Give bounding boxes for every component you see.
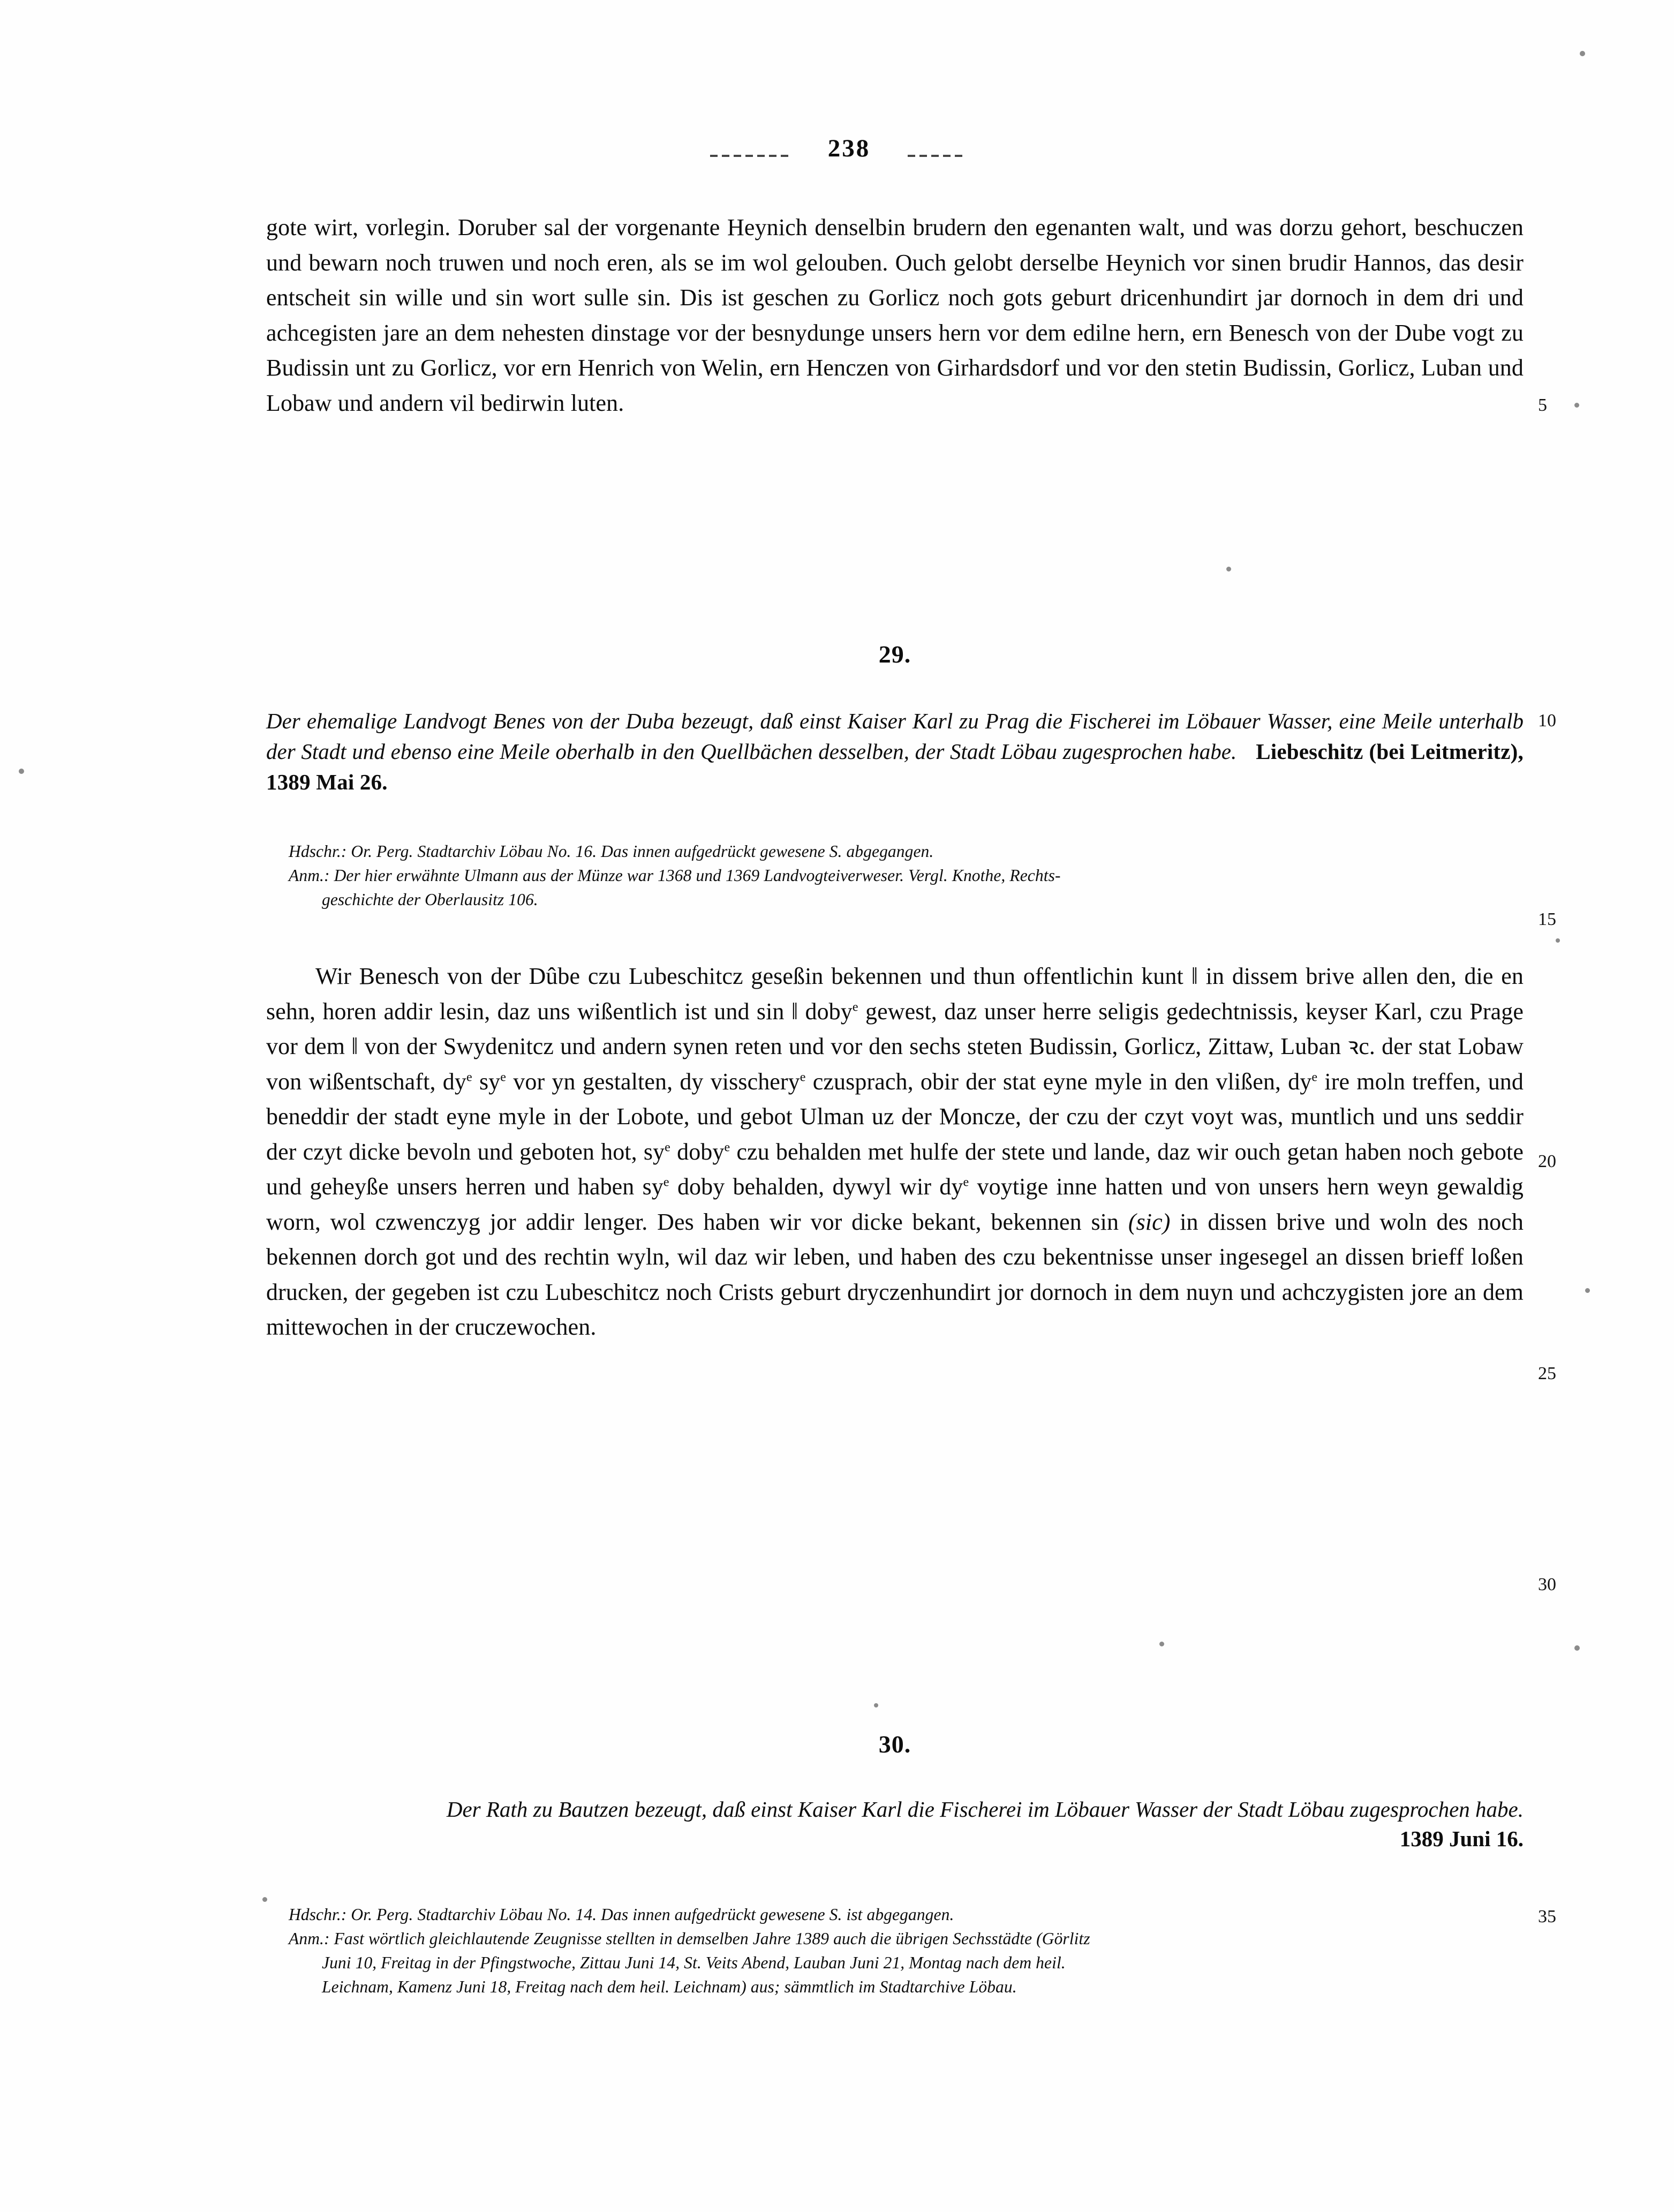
scan-speck xyxy=(1574,1645,1580,1651)
superscript-e: e xyxy=(663,1175,669,1190)
header-rule-right xyxy=(908,155,964,157)
charter-seg-6: sy xyxy=(472,1068,501,1095)
charter-seg-9: ire moln treffen, und beneddir der stadt eyne myle in der Lobote, und gebot Ulman uz der Moncze, der czu der czyt voyt was, muntlich und uns seddir der czyt dicke bevoln und geboten hot, sy xyxy=(266,1068,1524,1165)
regest-30: Der Rath zu Bautzen bezeugt, daß einst Kaiser Karl die Fischerei im Löbauer Wasser der Stadt Löbau zugesprochen habe. xyxy=(446,1797,1524,1822)
section-number-30: 30. xyxy=(878,1731,911,1758)
charter-seg-5: von der Swydenitcz und andern synen reten und vor den sechs steten Budissin, Gorlicz, Zittaw, Luban ꝛc. der stat Lobaw von wißentschaft, dy xyxy=(266,1033,1524,1095)
section-30-number-block xyxy=(266,1730,1524,1758)
sic-marker: (sic) xyxy=(1128,1208,1171,1235)
line-number-10: 10 xyxy=(1538,711,1556,731)
charter-seg-11: czu behalden met hulfe der stete und lande, daz wir ouch getan haben noch gebote und geheyße unsers herren und haben sy xyxy=(266,1138,1524,1200)
apparatus-30-anm-line3-text: Leichnam, Kamenz Juni 18, Freitag nach dem heil. Leichnam) aus; sämmtlich im Stadtarchive Löbau. xyxy=(322,1977,1017,1996)
apparatus-30-anm-line2 xyxy=(266,1951,1524,1975)
scan-speck xyxy=(19,769,24,774)
scan-speck xyxy=(1585,1288,1590,1293)
page-number: 238 xyxy=(827,134,871,162)
scan-speck xyxy=(1556,938,1560,943)
charter-seg-12: doby behalden, dywyl wir dy xyxy=(669,1173,963,1200)
dateline-30: 1389 Juni 16. xyxy=(1399,1826,1524,1851)
section-30-regest-block xyxy=(266,1794,1524,1852)
line-number-25: 25 xyxy=(1538,1364,1556,1383)
regest-29 xyxy=(266,706,1524,797)
paragraph-continuation: gote wirt, vorlegin. Doruber sal der vorgenante Heynich denselbin brudern den egenanten walt, und was dorzu gehort, beschuczen und bewarn noch truwen und noch eren, als se im wol gelouben. Ouch gelobt derselbe Heynich vor sinen brudir Hannos, das desir entscheit sin wille und sin wort sulle sin. Dis ist geschen zu Gorlicz noch gots geburt dricenhundirt jar dornoch in dem dri und achcegisten jare an dem nehesten dinstage vor der besnydunge unsers hern vor dem edilne hern, ern Benesch von der Dube vogt zu Budissin unt zu Gorlicz, vor ern Henrich von Welin, ern Henczen von Girhardsdorf und vor den stetin Budissin, Gorlicz, Luban und Lobaw und andern vil bedirwin luten. xyxy=(266,214,1524,416)
running-head xyxy=(0,134,1674,163)
line-number-20: 20 xyxy=(1538,1152,1556,1171)
regest-29-text: Der ehemalige Landvogt Benes von der Duba bezeugt, daß einst Kaiser Karl zu Prag die Fischerei im Löbauer Wasser, eine Meile unterhalb der Stadt und ebenso eine Meile oberhalb in den Quellbächen desselben, der Stadt Löbau zugesprochen habe. xyxy=(266,709,1524,764)
charter-text-29 xyxy=(266,959,1524,1345)
apparatus-29-anm-line1 xyxy=(266,863,1524,887)
apparatus-30-anm-line1-text: Anm.: Fast wörtlich gleichlautende Zeugnisse stellten in demselben Jahre 1389 auch die übrigen Sechsstädte (Görlitz xyxy=(289,1929,1090,1948)
charter-seg-14: in dissen brive und woln des noch bekennen dorch got und des rechtin wyln, wil daz wir leben, und haben des czu bekentnisse unser ingesegel an dissen brieff loßen drucken, der gegeben ist czu Lubeschitcz noch Crists geburt dryczenhundirt jor dornoch in dem nuyn und achczygisten jore an dem mittewochen in der cruczewochen. xyxy=(266,1208,1524,1340)
superscript-e: e xyxy=(466,1069,472,1084)
apparatus-29-anm-line2-text: geschichte der Oberlausitz 106. xyxy=(322,890,538,909)
scan-speck xyxy=(1159,1642,1164,1646)
line-break-mark-icon: ‖ xyxy=(351,1033,358,1059)
scan-speck xyxy=(1580,51,1585,56)
charter-seg-1: Wir Benesch von der Dûbe czu Lubeschitcz geseßin bekennen und thun offentlichin kunt xyxy=(315,963,1192,989)
line-break-mark-icon: ‖ xyxy=(791,998,798,1025)
charter-seg-7: vor yn gestalten, dy visschery xyxy=(506,1068,800,1095)
dateline-29: Liebeschitz (bei Leitmeritz), 1389 Mai 26. xyxy=(266,739,1524,794)
charter-seg-3: doby xyxy=(798,998,853,1025)
superscript-e: e xyxy=(665,1139,670,1154)
charter-seg-8: czusprach, obir der stat eyne myle in den vlißen, dy xyxy=(805,1068,1312,1095)
charter-seg-10: doby xyxy=(670,1138,725,1165)
apparatus-29-anm-line2 xyxy=(266,887,1524,912)
continuation-paragraph-block xyxy=(266,210,1524,420)
apparatus-29-hdschr xyxy=(266,839,1524,863)
superscript-e: e xyxy=(963,1175,969,1190)
scan-speck xyxy=(1226,567,1231,571)
apparatus-30-anm-line2-text: Juni 10, Freitag in der Pfingstwoche, Zittau Juni 14, St. Veits Abend, Lauban Juni 21, Montag nach dem heil. xyxy=(322,1953,1066,1972)
header-rule-left xyxy=(710,155,790,157)
line-number-15: 15 xyxy=(1538,909,1556,929)
apparatus-30-hdschr xyxy=(266,1902,1524,1927)
section-29-charter-block xyxy=(266,959,1524,1345)
section-29-regest-block xyxy=(266,706,1524,797)
apparatus-30-anm-line1 xyxy=(266,1927,1524,1951)
scan-speck xyxy=(1574,403,1579,408)
charter-seg-2: in dissem brive allen den, die en sehn, horen addir lesin, daz uns wißentlich ist und sin xyxy=(266,963,1524,1025)
apparatus-30-hdschr-text: Hdschr.: Or. Perg. Stadtarchiv Löbau No. 14. Das innen aufgedrückt gewesene S. ist abgegangen. xyxy=(289,1905,954,1924)
apparatus-29-hdschr-text: Hdschr.: Or. Perg. Stadtarchiv Löbau No. 16. Das innen aufgedrückt gewesene S. abgegangen. xyxy=(289,842,934,861)
section-29-apparatus-block xyxy=(266,839,1524,912)
section-30-apparatus-block xyxy=(266,1902,1524,1999)
line-break-mark-icon: ‖ xyxy=(1191,963,1198,989)
charter-seg-13: voytige inne hatten und von unsers hern weyn gewaldig worn, wol czwenczyg jor addir lenger. Des haben wir vor dicke bekant, bekennen sin xyxy=(266,1173,1524,1235)
line-number-5: 5 xyxy=(1538,395,1547,415)
scan-speck xyxy=(874,1703,878,1707)
charter-seg-4: gewest, daz unser herre seligis gedechtnissis, keyser Karl, czu Prage vor dem xyxy=(266,998,1524,1059)
line-number-35: 35 xyxy=(1538,1907,1556,1927)
apparatus-30-anm-line3 xyxy=(266,1975,1524,1999)
apparatus-29-anm-line1-text: Anm.: Der hier erwähnte Ulmann aus der Münze war 1368 und 1369 Landvogteiverweser. Vergl. Knothe, Rechts- xyxy=(289,866,1061,885)
superscript-e: e xyxy=(500,1069,507,1084)
superscript-e: e xyxy=(1311,1069,1318,1084)
superscript-e: e xyxy=(852,999,858,1014)
superscript-e: e xyxy=(800,1069,806,1084)
scan-speck xyxy=(262,1897,267,1902)
line-number-30: 30 xyxy=(1538,1575,1556,1594)
section-number-29: 29. xyxy=(878,641,911,668)
section-29-number-block xyxy=(266,640,1524,668)
superscript-e: e xyxy=(724,1139,730,1154)
